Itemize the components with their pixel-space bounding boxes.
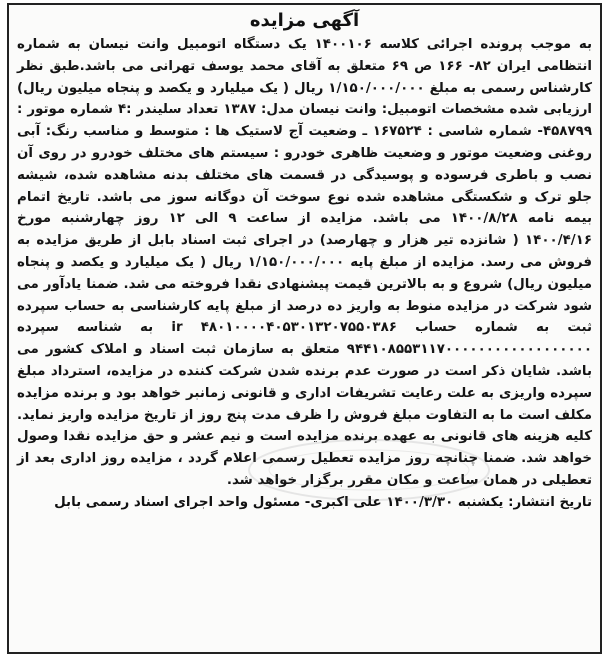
notice-footer — [9, 492, 600, 514]
notice-body-text: به موجب پرونده اجرائی کلاسه ۱۴۰۰۱۰۶ یک دستگاه اتومبیل وانت نیسان به شماره انتظامی ایران ۸۲- ۱۶۶ ص ۶۹ متعلق به آقای محمد یوسف تهرانی می باشد.طبق نظر کارشناس رسمی به مبلغ ۱/۱۵۰/۰۰۰/۰۰۰ ریال ( یک میلیارد و یکصد و پنجاه میلیون ریال) ارزیابی شده مشخصات اتومبیل: وانت نیسان مدل: ۱۳۸۷ تعداد سلیندر :۴ شماره موتور : ۴۵۸۷۹۹- شماره شاسی : ۱۶۷۵۲۴ ـ وضعیت آج لاستیک ها : متوسط و مناسب رنگ: آبی روغنی وضعیت موتور و وضعیت ظاهری خودرو : سیستم های مختلف خودرو در روی آن نصب و باطری فرسوده و پوسیدگی در قسمت های مختلف بدنه مشاهده شده، شیشه جلو ترک و شکستگی مشاهده شده نوع سوخت آن دوگانه سوز می باشد. تاریخ اتمام بیمه نامه ۱۴۰۰/۸/۲۸ می باشد. مزایده از ساعت ۹ الی ۱۲ روز چهارشنبه مورخ ۱۴۰۰/۴/۱۶ ( شانزده تیر هزار و چهارصد) در اجرای ثبت اسناد بابل از طریق مزایده به فروش می رسد. مزایده از مبلغ پایه ۱/۱۵۰/۰۰۰/۰۰۰ ریال ( یک میلیارد و یکصد و پنجاه میلیون ریال) شروع و به بالاترین قیمت پیشنهادی نقدا فروخته می شد. ضمنا یادآور می شود شرکت در مزایده منوط به واریز ده درصد از مبلغ پایه کارشناسی به حساب سپرده ثبت به شماره حساب ir ۴۸۰۱۰۰۰۰۴۰۵۳۰۱۳۲۰۷۵۵۰۳۸۶ به شناسه سپرده ۹۴۴۱۰۸۵۵۳۱۱۷۰۰۰۰۰۰۰۰۰۰۰۰۰۰۰۰۰۰ متعلق به سازمان ثبت اسناد و املاک کشور می باشد. شایان ذکر است در صورت عدم برنده شدن شرکت کننده در مزایده، استرداد مبلغ سپرده واریزی به علت رعایت تشریفات اداری و قانونی زمانبر خواهد بود و برنده مزایده مکلف است ما به التفاوت مبلغ فروش را ظرف مدت پنج روز از تاریخ مزایده واریز نماید. کلیه هزینه های قانونی به عهده برنده مزایده است و نیم عشر و حق مزایده نقدا وصول خواهد شد. ضمنا چنانچه روز مزایده تعطیل رسمی اعلام گردد ، مزایده روز اداری بعد از تعطیلی در همان ساعت و مکان مقرر برگزار خواهد شد. — [17, 37, 593, 488]
publication-line: تاریخ انتشار: یکشنبه ۱۴۰۰/۳/۳۰ علی اکبری- مسئول واحد اجرای اسناد رسمی بابل — [54, 494, 592, 510]
notice-body — [9, 34, 600, 492]
notice-title: آگهی مزایده — [249, 10, 360, 31]
auction-notice — [7, 3, 602, 654]
